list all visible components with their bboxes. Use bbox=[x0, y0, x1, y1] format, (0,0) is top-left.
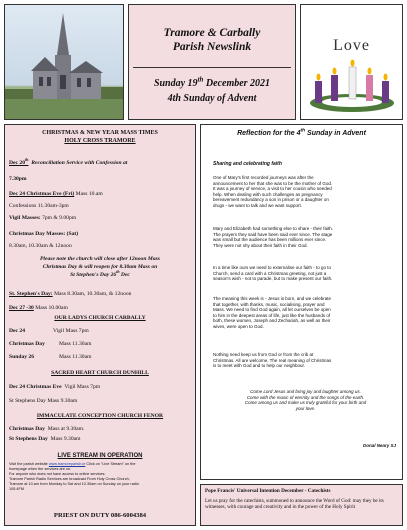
reflection-line: help. When dealing with such challenges as pregnancy bbox=[213, 191, 323, 197]
closure-note-2: Christmas Day & will reopen for 8.30am Mass on bbox=[42, 264, 158, 270]
dec20-row bbox=[9, 160, 127, 167]
reflection-line: wives, were open to God. bbox=[213, 323, 264, 329]
stream-instruction: Click on "Live Stream" on the bbox=[86, 462, 136, 466]
vigil-time: 7pm & 9.00pm bbox=[42, 215, 77, 221]
holy-cross-heading: HOLY CROSS TRAMORE bbox=[64, 138, 136, 144]
stream-instruction-2: homepage when the services are on. bbox=[9, 467, 72, 471]
vigil-label: Vigil Masses: bbox=[9, 215, 41, 221]
pope-intention-panel bbox=[200, 484, 403, 526]
dunhill-row-1 bbox=[9, 384, 100, 391]
reflection-title: Reflection for the 4th Sunday in Advent bbox=[237, 128, 366, 137]
issue-date: Sunday 19th December 2021 bbox=[153, 75, 271, 89]
prayer-line-4: your love. bbox=[295, 405, 316, 411]
reflection-subtitle: Sharing and celebrating faith bbox=[213, 161, 282, 167]
prayer-line-3: Come among us and make us truly grateful for your birth and bbox=[244, 400, 367, 406]
mass-times-heading: CHRISTMAS & NEW YEAR MASS TIMES bbox=[42, 130, 158, 136]
dec20-date: Dec 20th bbox=[9, 158, 29, 166]
reflection-line: announcement to her that she was to be the mother of God. bbox=[213, 180, 333, 186]
live-stream-text bbox=[9, 462, 193, 492]
reflection-paragraph-4 bbox=[213, 296, 398, 330]
live-stream-heading: LIVE STREAM IN OPERATION bbox=[57, 453, 143, 459]
fenor-row-2-text: Mass 9.30am bbox=[50, 436, 81, 442]
reflection-line: The meaning this week is - Jesus is born, and we celebrate bbox=[213, 296, 332, 301]
reflection-line: to him in the deepest areas of life, just like the husbands of bbox=[213, 312, 331, 318]
reflection-line: Nothing need keep us from God or from the crib at bbox=[213, 352, 314, 357]
dec27-label: Dec 27 -30 bbox=[9, 305, 34, 311]
reflection-paragraph-3 bbox=[213, 265, 398, 282]
pope-intention-body: Let us pray for the catechists, summoned to announce the Word of God: may they be its witnesses, with courage and creativity and in the power of the Holy Spirit bbox=[205, 498, 384, 511]
issue-occasion: 4th Sunday of Advent bbox=[167, 93, 257, 104]
fenor-row-1 bbox=[9, 426, 84, 433]
carbally-row-2-label: Christmas Day bbox=[9, 341, 45, 347]
title-line-1: Tramore & Carbally bbox=[163, 27, 261, 39]
carbally-row-1-text: Vigil Mass 7pm bbox=[53, 328, 89, 334]
christmas-day-times: 8.30am, 10.30am & 12noon bbox=[9, 243, 72, 249]
advent-wreath-panel bbox=[300, 4, 403, 120]
radio-line-2: Tramore at 10.am from Monday to Sat and 10.30am on Sunday on your radio bbox=[9, 482, 139, 486]
carbally-row-2-text: Mass 11.30am bbox=[59, 341, 92, 347]
radio-line-1: Tramore Parish Radio Services are broadcast From Holy Cross Church, bbox=[9, 477, 130, 481]
prayer-line-1: Come Lord Jesus and bring joy and laughter among us. bbox=[250, 389, 361, 394]
reflection-paragraph-2 bbox=[213, 226, 398, 248]
pope-intention-title: Pope Francis' Universal Intention December - Catechists bbox=[205, 488, 331, 494]
church-photo bbox=[4, 4, 124, 120]
vigil-row bbox=[9, 215, 76, 222]
christmas-eve-mass: Mass 10.am bbox=[75, 191, 103, 197]
reflection-line: both, these women, Joseph and Zechariah, as well as their bbox=[213, 318, 331, 324]
love-word: Love bbox=[333, 37, 370, 54]
closure-note-1: Please note the church will close after 12noon Mass bbox=[40, 256, 160, 262]
mass-times-panel bbox=[4, 124, 196, 526]
stream-intro: Visit the parish website bbox=[9, 462, 48, 466]
carbally-heading: OUR LADYS CHURCH CARBALLY bbox=[54, 315, 146, 321]
closure-note-3: St Stephen's Day 26th Dec bbox=[70, 270, 130, 278]
priest-on-duty: PRIEST ON DUTY 086-6004384 bbox=[53, 512, 147, 519]
reflection-line: Mary and Elizabeth had something else to share - their faith. bbox=[213, 226, 334, 231]
reflection-paragraph-5 bbox=[213, 352, 398, 369]
parish-website-link[interactable]: www.tramoreparish.ie bbox=[48, 462, 86, 466]
dunhill-row-1-label: Dec 24 Christmas Eve bbox=[9, 384, 62, 390]
fenor-row-2 bbox=[9, 436, 81, 443]
reflection-line: season's wish - not to parade, but to make present our faith. bbox=[213, 276, 333, 282]
signature: Donal Neary SJ bbox=[362, 443, 396, 448]
dunhill-row-2: St Stephens Day Mass 9.30am bbox=[9, 398, 78, 404]
reflection-line: Church, send a card with a Christmas greeting, not just a bbox=[213, 270, 327, 276]
fenor-row-1-label: Christmas Day bbox=[9, 426, 45, 432]
newsletter-title-box bbox=[128, 4, 296, 120]
christmas-eve-label: Dec 24 Christmas Eve (Fri) bbox=[9, 191, 75, 197]
christmas-eve-row bbox=[9, 191, 103, 198]
reflection-panel bbox=[200, 124, 403, 480]
stephens-day-times: Mass 8.30am, 10.30am, & 12noon bbox=[54, 291, 132, 297]
radio-frequency: 105.4FM bbox=[9, 487, 24, 491]
reflection-line: One of Mary's first recorded journeys was after the bbox=[213, 175, 314, 180]
reflection-line: They were not shy about their faith in their God. bbox=[213, 242, 308, 248]
fenor-row-2-label: St Stephens Day bbox=[9, 436, 48, 442]
advent-wreath-icon bbox=[305, 59, 399, 115]
reflection-line: drugs - we want to talk and we want support. bbox=[213, 202, 303, 208]
carbally-row-3-label: Sunday 26 bbox=[9, 354, 35, 360]
reflection-line: Mass. We need to find God again, all let ourselves be open bbox=[213, 307, 331, 313]
dunhill-row-1-text: Vigil Mass 7pm bbox=[64, 384, 101, 390]
radio-intro: For anyone who does not have access to online services: bbox=[9, 472, 106, 476]
carbally-row-1-label: Dec 24 bbox=[9, 328, 25, 334]
church-illustration bbox=[5, 5, 123, 119]
reflection-line: In a time like ours we need to externalise our faith - to go to bbox=[213, 265, 332, 270]
dec27-time: Mass 10.00am bbox=[35, 305, 68, 311]
reflection-line: was small but the audience has been millions ever since. bbox=[213, 237, 327, 243]
reflection-line: It was a journey of service, a visit to her cousin who needed bbox=[213, 186, 332, 192]
prayer-line-2: Come with the music of eternity and the songs of the earth. bbox=[246, 394, 365, 400]
reflection-line: is to meet with God and to help our neighbour. bbox=[213, 363, 306, 369]
stephens-day-row bbox=[9, 291, 131, 298]
carbally-row-3-text: Mass 11.30am bbox=[59, 354, 92, 360]
reflection-line: Christmas. All are welcome. The real meaning of Christmas bbox=[213, 357, 332, 363]
dec27-row bbox=[9, 305, 68, 312]
reflection-line: The prayers they said have been said ever since. The stage bbox=[213, 231, 333, 237]
stephens-day-label: St. Stephen's Day: bbox=[9, 291, 53, 297]
dec20-time: 7.30pm bbox=[9, 176, 27, 182]
closing-prayer bbox=[213, 389, 398, 411]
reflection-line: bereavement redundancy a son in prison or a daughter on bbox=[213, 197, 329, 203]
reflection-line: that together, with thanks, music, socialising, prayer and bbox=[213, 301, 325, 307]
reflection-paragraph-1 bbox=[213, 175, 398, 209]
christmas-day-label: Christmas Day Masses: (Sat) bbox=[9, 231, 79, 237]
fenor-row-1-text: Mass at 9.30am. bbox=[47, 426, 85, 432]
confessions: Confessions 11.30am-3pm bbox=[9, 203, 69, 209]
dec20-text: Reconciliation Service with Confession at bbox=[31, 160, 128, 166]
title-line-2: Parish Newslink bbox=[172, 41, 252, 53]
title-divider bbox=[133, 67, 291, 68]
dunhill-heading: SACRED HEART CHURCH DUNHILL bbox=[51, 370, 149, 376]
fenor-heading: IMMACULATE CONCEPTION CHURCH FENOR bbox=[36, 413, 164, 419]
